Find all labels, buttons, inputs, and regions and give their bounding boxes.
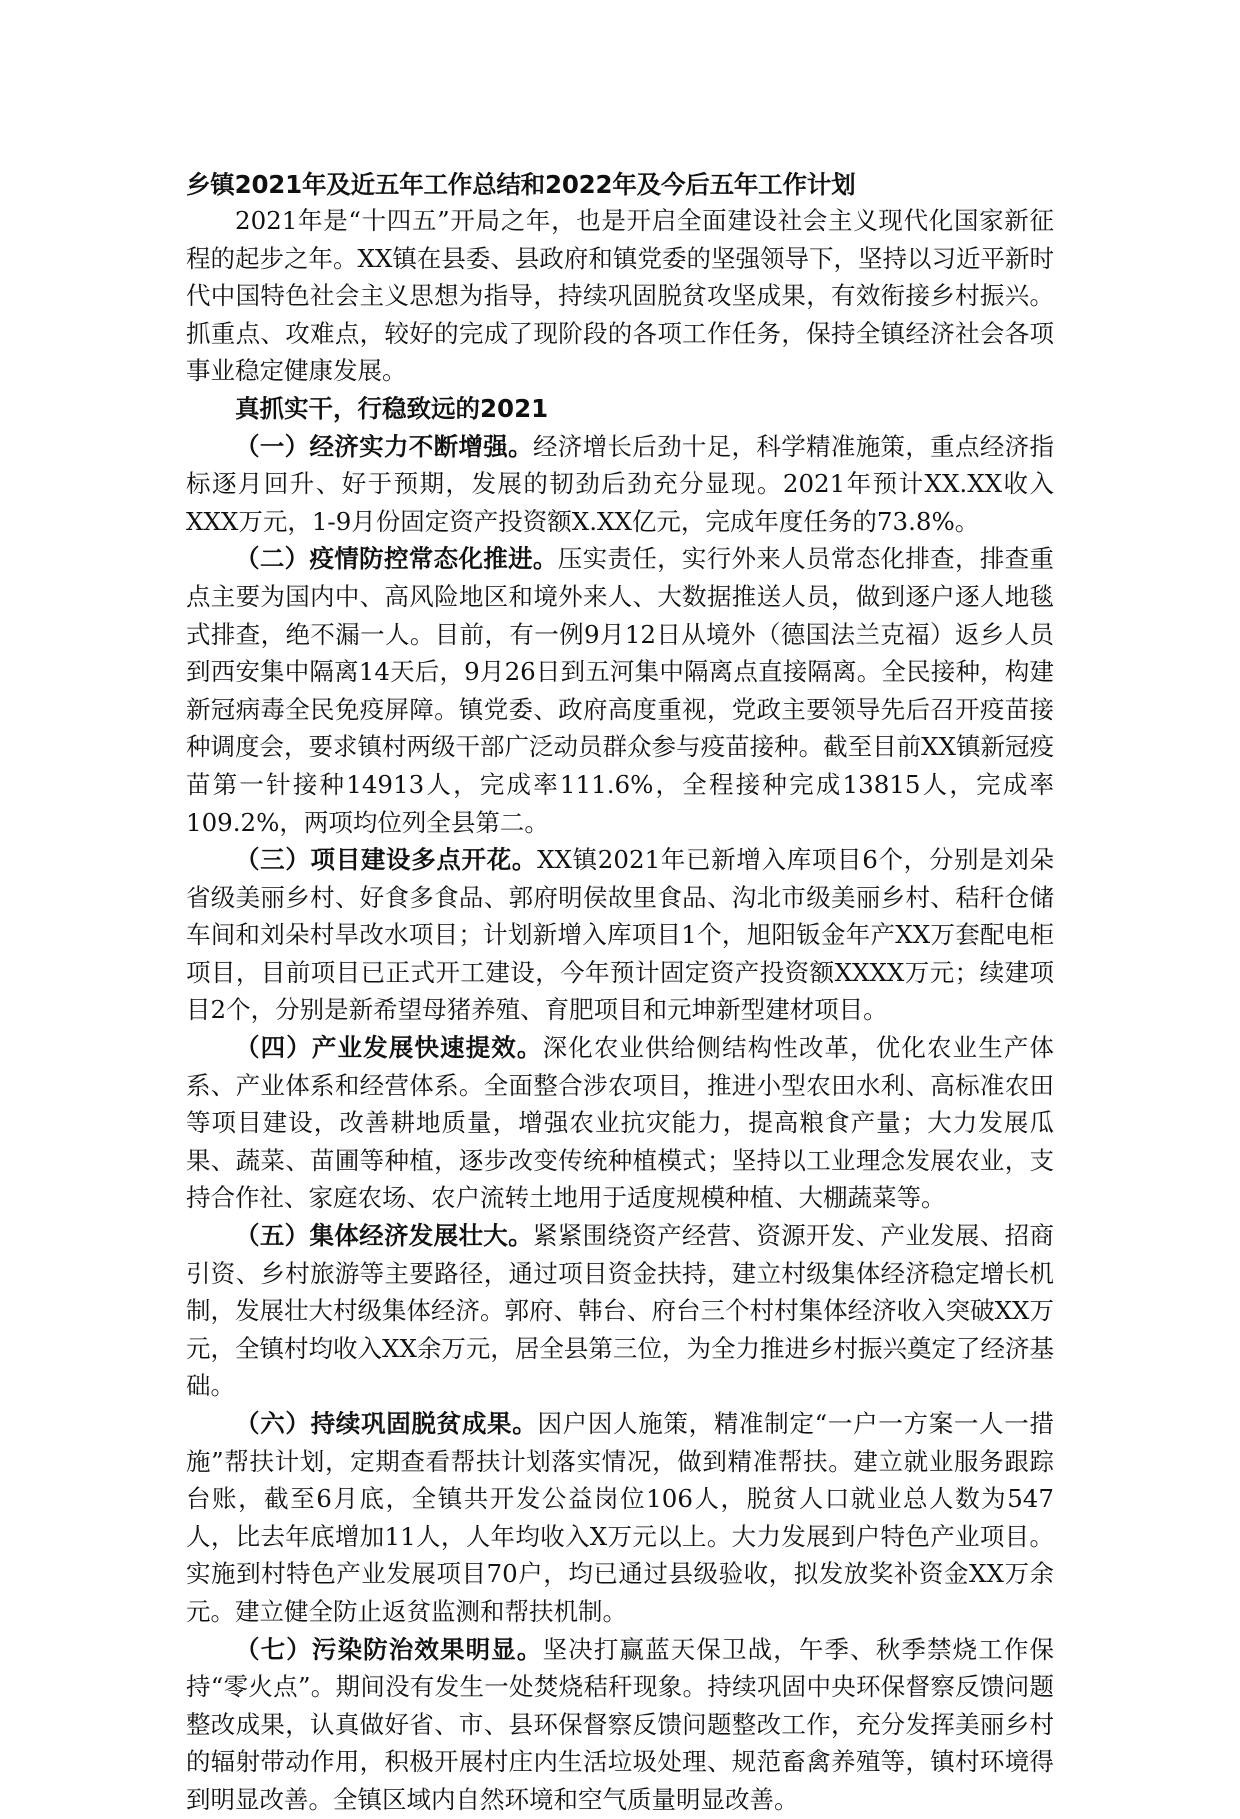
item-paragraph-6 [186,1405,1054,1631]
item-lead-3: （三）项目建设多点开花。 [235,845,538,875]
item-paragraph-3 [186,841,1054,1029]
item-paragraph-1 [186,428,1054,541]
document-page [186,168,1054,1819]
item-paragraph-7 [186,1631,1054,1819]
item-lead-1: （一）经济实力不断增强。 [235,431,533,461]
item-paragraph-5 [186,1217,1054,1405]
item-text-5: 紧紧围绕资产经营、资源开发、产业发展、招商引资、乡村旅游等主要路径，通过项目资金扶持，建立村级集体经济稳定增长机制，发展壮大村级集体经济。郭府、韩台、府台三个村村集体经济收入突破XX万元，全镇村均收入XX余万元，居全县第三位，为全力推进乡村振兴奠定了经济基础。 [186,1221,1054,1401]
item-lead-6: （六）持续巩固脱贫成果。 [235,1409,538,1438]
section-heading: 真抓实干，行稳致远的2021 [235,393,549,423]
item-lead-4: （四）产业发展快速提效。 [235,1033,543,1063]
item-lead-5: （五）集体经济发展壮大。 [235,1221,533,1251]
document-title: 乡镇2021年及近五年工作总结和2022年及今后五年工作计划 [186,170,856,199]
item-text-6: 因户因人施策，精准制定“一户一方案一人一措施”帮扶计划，定期查看帮扶计划落实情况，做到精准帮扶。建立就业服务跟踪台账，截至6月底，全镇共开发公益岗位106人，脱贫人口就业总人数为547人，比去年底增加11人，人年均收入X万元以上。大力发展到户特色产业项目。实施到村特色产业发展项目70户，均已通过县级验收，拟发放奖补资金XX万余元。建立健全防止返贫监测和帮扶机制。 [186,1409,1055,1626]
item-text-2: 压实责任，实行外来人员常态化排查，排查重点主要为国内中、高风险地区和境外来人、大数据推送人员，做到逐户逐人地毯式排查，绝不漏一人。目前，有一例9月12日从境外（德国法兰克福）返乡人员到西安集中隔离14天后，9月26日到五河集中隔离点直接隔离。全民接种，构建新冠病毒全民免疫屏障。镇党委、政府高度重视，党政主要领导先后召开疫苗接种调度会，要求镇村两级干部广泛动员群众参与疫苗接种。截至目前XX镇新冠疫苗第一针接种14913人，完成率111.6%，全程接种完成13815人，完成率109.2%，两项均位列全县第二。 [186,544,1054,837]
item-text-4: 深化农业供给侧结构性改革，优化农业生产体系、产业体系和经营体系。全面整合涉农项目，推进小型农田水利、高标准农田等项目建设，改善耕地质量，增强农业抗灾能力，提高粮食产量；大力发展瓜果、蔬菜、苗圃等种植，逐步改变传统种植模式；坚持以工业理念发展农业，支持合作社、家庭农场、农户流转土地用于适度规模种植、大棚蔬菜等。 [186,1033,1055,1213]
item-lead-2: （二）疫情防控常态化推进。 [235,544,558,574]
item-paragraph-2 [186,540,1054,841]
intro-paragraph: 2021年是“十四五”开局之年，也是开启全面建设社会主义现代化国家新征程的起步之年。XX镇在县委、县政府和镇党委的坚强领导下，坚持以习近平新时代中国特色社会主义思想为指导，持续巩固脱贫攻坚成果，有效衔接乡村振兴。抓重点、攻难点，较好的完成了现阶段的各项工作任务，保持全镇经济社会各项事业稳定健康发展。 [186,206,1054,386]
item-text-7: 坚决打赢蓝天保卫战，午季、秋季禁烧工作保持“零火点”。期间没有发生一处焚烧秸秆现象。持续巩固中央环保督察反馈问题整改成果，认真做好省、市、县环保督察反馈问题整改工作，充分发挥美丽乡村的辐射带动作用，积极开展村庄内生活垃圾处理、规范畜禽养殖等，镇村环境得到明显改善。全镇区域内自然环境和空气质量明显改善。 [186,1634,1055,1814]
item-text-1: 经济增长后劲十足，科学精准施策，重点经济指标逐月回升、好于预期，发展的韧劲后劲充分显现。2021年预计XX.XX收入XXX万元，1-9月份固定资产投资额X.XX亿元，完成年度任务的73.8%。 [186,431,1054,536]
item-paragraph-4 [186,1029,1054,1217]
item-lead-7: （七）污染防治效果明显。 [235,1634,543,1664]
item-text-3: XX镇2021年已新增入库项目6个，分别是刘朵省级美丽乡村、好食多食品、郭府明侯故里食品、沟北市级美丽乡村、秸秆仓储车间和刘朵村旱改水项目；计划新增入库项目1个，旭阳钣金年产XX万套配电柜项目，目前项目已正式开工建设，今年预计固定资产投资额XXXX万元；续建项目2个，分别是新希望母猪养殖、育肥项目和元坤新型建材项目。 [186,845,1055,1025]
